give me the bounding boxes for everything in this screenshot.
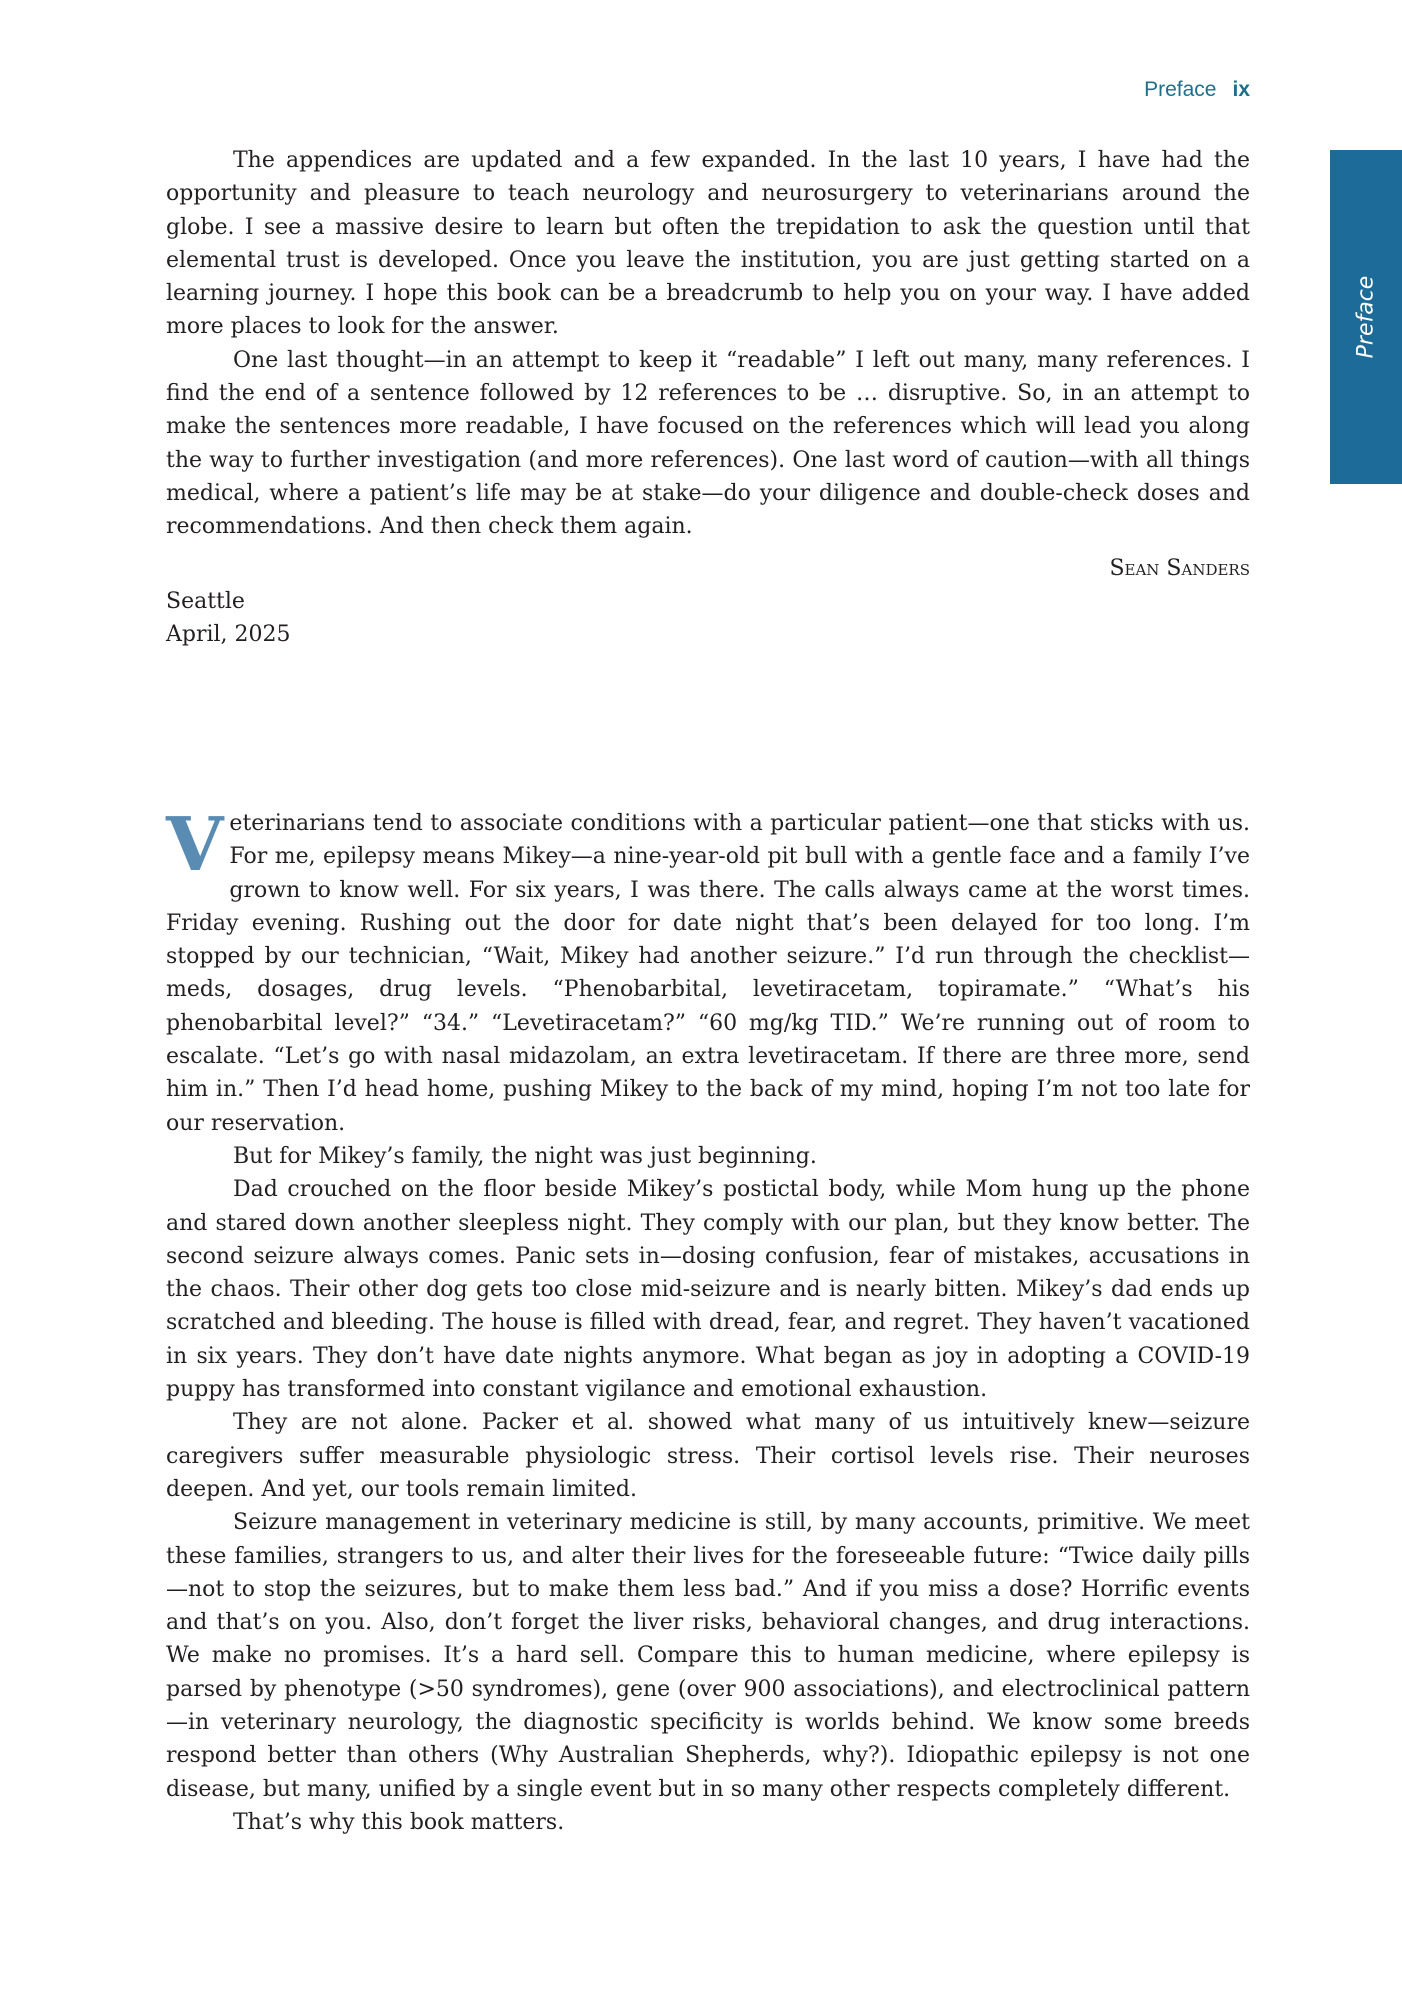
paragraph: Seizure management in veterinary medicine is still, by many accounts, primitive. We meet these families, strangers to us, and alter their lives for the foreseeable future: “Twice daily pills—not to stop the seizures, but to make them less bad.” And if you miss a dose? Horrific events and that’s on you. Also, don’t forget the liver risks, behavioral changes, and drug interactions. We make no promises. It’s a hard sell. Compare this to human medicine, where epilepsy is parsed by phenotype (>50 syndromes), gene (over 900 associations), and electroclinical pattern—in veterinary neurology, the diagnostic specificity is worlds behind. We know some breeds respond better than others (Why Australian Shepherds, why?). Idiopathic epilepsy is not one disease, but many, unified by a single event but in so many other respects completely different. <box>166 1510 1250 1802</box>
drop-cap: V <box>166 802 224 888</box>
page-number: ix <box>1232 78 1250 101</box>
signature-place: Seattle <box>166 588 245 614</box>
paragraph-body: eterinarians tend to associate conditions with a particular patient—one that sticks with us. For me, epilepsy means Mikey—a nine-year-old pit bull with a gentle face and a family I’ve grown to know well. For six years, I was there. The calls always came at the worst times. Friday evening. Rushing out the door for date night that’s been delayed for too long. I’m stopped by our technician, “Wait, Mikey had another seizure.” I’d run through the checklist—meds, dosages, drug levels. “Phenobarbital, levetiracetam, topiramate.” “What’s his phenobarbital level?” “34.” “Levetiracetam?” “60 mg/kg TID.” We’re running out of room to escalate. “Let’s go with nasal midazolam, an extra levetiracetam. If there are three more, send him in.” Then I’d head home, pushing Mikey to the back of my mind, hoping I’m not too late for our reservation. <box>166 811 1250 1136</box>
header-section-title: Preface <box>1144 78 1217 101</box>
paragraph: One last thought—in an attempt to keep it “readable” I left out many, many references. I find the end of a sentence followed by 12 references to be … disruptive. So, in an attempt to make the sentences more readable, I have focused on the references which will lead you along the way to further investigation (and more references). One last word of caution—with all things medical, where a patient’s life may be at stake—do your diligence and double-check doses and recommendations. And then check them again. <box>166 347 1250 540</box>
running-header <box>1144 78 1250 102</box>
paragraph: Dad crouched on the floor beside Mikey’s postictal body, while Mom hung up the phone and stared down another sleepless night. They comply with our plan, but they know better. The second seizure always comes. Panic sets in—dosing confusion, fear of mistakes, accusations in the chaos. Their other dog gets too close mid-seizure and is nearly bitten. Mikey’s dad ends up scratched and bleeding. The house is filled with dread, fear, and regret. They haven’t vacationed in six years. They don’t have date nights anymore. What began as joy in adopting a COVID-19 puppy has transformed into constant vigilance and emotional exhaustion. <box>166 1177 1250 1403</box>
paragraph: The appendices are updated and a few expanded. In the last 10 years, I have had the opportunity and pleasure to teach neurology and neurosurgery to veterinarians around the globe. I see a massive desire to learn but often the trepidation to ask the question until that elemental trust is developed. Once you leave the institution, you are just getting started on a learning journey. I hope this book can be a breadcrumb to help you on your way. I have added more places to look for the answer. <box>166 148 1250 340</box>
side-tab-label: Preface <box>1353 275 1379 359</box>
paragraph: They are not alone. Packer et al. showed what many of us intuitively knew—seizure caregivers suffer measurable physiologic stress. Their cortisol levels rise. Their neuroses deepen. And yet, our tools remain limited. <box>166 1410 1250 1502</box>
paragraph: That’s why this book matters. <box>233 1809 565 1835</box>
paragraph: But for Mikey’s family, the night was just beginning. <box>233 1143 817 1169</box>
preface-closing-text <box>166 144 1250 651</box>
section-thumb-tab <box>1330 150 1402 484</box>
author-signature: Sean Sanders <box>1109 555 1250 581</box>
signature-date: April, 2025 <box>166 622 291 648</box>
foreword-text <box>166 802 1250 1839</box>
paragraph <box>166 802 1250 1140</box>
